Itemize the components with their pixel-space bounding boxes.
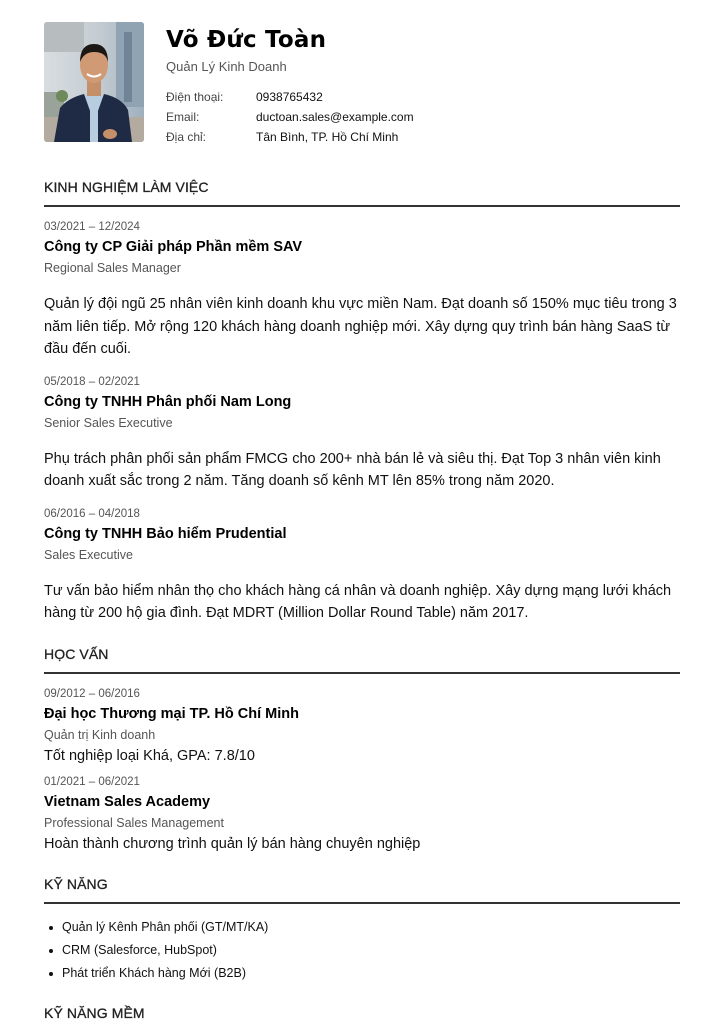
contact-phone: [166, 87, 414, 107]
soft-skills-section: [44, 1004, 680, 1022]
experience-entry: [44, 220, 680, 361]
profile-title: Quản Lý Kinh Doanh: [166, 59, 287, 74]
entry-company: Công ty CP Giải pháp Phần mềm SAV: [44, 239, 303, 255]
section-heading: HỌC VẤN: [44, 645, 109, 662]
person-photo-icon: [44, 22, 144, 142]
entry-school: Vietnam Sales Academy: [44, 794, 211, 810]
entry-company: Công ty TNHH Phân phối Nam Long: [44, 393, 292, 410]
entry-major: Quản trị Kinh doanh: [44, 727, 156, 742]
section-heading: KINH NGHIỆM LÀM VIỆC: [44, 179, 209, 195]
entry-date: 09/2012 – 06/2016: [44, 687, 140, 700]
entry-date: 05/2018 – 02/2021: [44, 375, 140, 388]
skills-section: [44, 875, 680, 985]
section-heading: KỸ NĂNG MỀM: [44, 1004, 145, 1021]
contact-label: Địa chỉ:: [166, 130, 207, 144]
entry-description: Quản lý đội ngũ 25 nhân viên kinh doanh khu vực miền Nam. Đạt doanh số 150% mục tiêu trong 3 năm liên tiếp. Mở rộng 120 khách hàng doanh nghiệp mới. Xây dựng quy trình bán hàng SaaS từ đầu đến cuối.: [44, 296, 677, 357]
contact-address: [166, 127, 414, 147]
contact-label: Email:: [166, 110, 200, 124]
profile-photo: [44, 22, 144, 142]
entry-company: Công ty TNHH Bảo hiểm Prudential: [44, 525, 287, 542]
entry-school: Đại học Thương mại TP. Hồ Chí Minh: [44, 705, 299, 722]
experience-entry: [44, 507, 680, 625]
skill-item: CRM (Salesforce, HubSpot): [44, 939, 680, 962]
section-divider: [44, 902, 680, 904]
resume-header: [44, 22, 680, 142]
education-entry: [44, 775, 680, 856]
entry-role: Regional Sales Manager: [44, 261, 181, 275]
entry-major: Professional Sales Management: [44, 816, 224, 830]
section-divider: [44, 672, 680, 674]
experience-section: [44, 178, 680, 625]
phone-value: 0938765432: [256, 90, 323, 104]
skill-item: Phát triển Khách hàng Mới (B2B): [44, 962, 680, 985]
entry-date: 06/2016 – 04/2018: [44, 507, 140, 520]
skills-list: [44, 916, 680, 985]
section-divider: [44, 205, 680, 207]
entry-role: Sales Executive: [44, 547, 133, 562]
entry-date: 01/2021 – 06/2021: [44, 776, 140, 788]
profile-info: [166, 22, 414, 147]
contact-label: Điện thoại:: [166, 90, 224, 104]
contact-email: [166, 107, 414, 127]
experience-entry: [44, 375, 680, 493]
entry-date: 03/2021 – 12/2024: [44, 221, 140, 233]
entry-note: Tốt nghiệp loại Khá, GPA: 7.8/10: [44, 747, 255, 764]
email-value: ductoan.sales@example.com: [256, 110, 414, 124]
address-value: Tân Bình, TP. Hồ Chí Minh: [256, 130, 399, 144]
skill-item: Quản lý Kênh Phân phối (GT/MT/KA): [44, 916, 680, 939]
entry-role: Senior Sales Executive: [44, 415, 173, 430]
entry-note: Hoàn thành chương trình quản lý bán hàng chuyên nghiệp: [44, 836, 421, 852]
entry-description: Phụ trách phân phối sản phẩm FMCG cho 200+ nhà bán lẻ và siêu thị. Đạt Top 3 nhân viên kinh doanh xuất sắc trong 2 năm. Tăng doanh số kênh MT lên 85% trong năm 2020.: [44, 450, 661, 489]
resume-page: [44, 22, 680, 1022]
education-entry: [44, 687, 680, 768]
profile-name: Võ Đức Toàn: [166, 27, 327, 53]
education-section: [44, 645, 680, 856]
entry-description: Tư vấn bảo hiểm nhân thọ cho khách hàng cá nhân và doanh nghiệp. Xây dựng mạng lưới khách hàng từ 200 hộ gia đình. Đạt MDRT (Million Dollar Round Table) năm 2017.: [44, 582, 672, 621]
section-heading: KỸ NĂNG: [44, 875, 108, 892]
contact-list: [166, 87, 414, 147]
